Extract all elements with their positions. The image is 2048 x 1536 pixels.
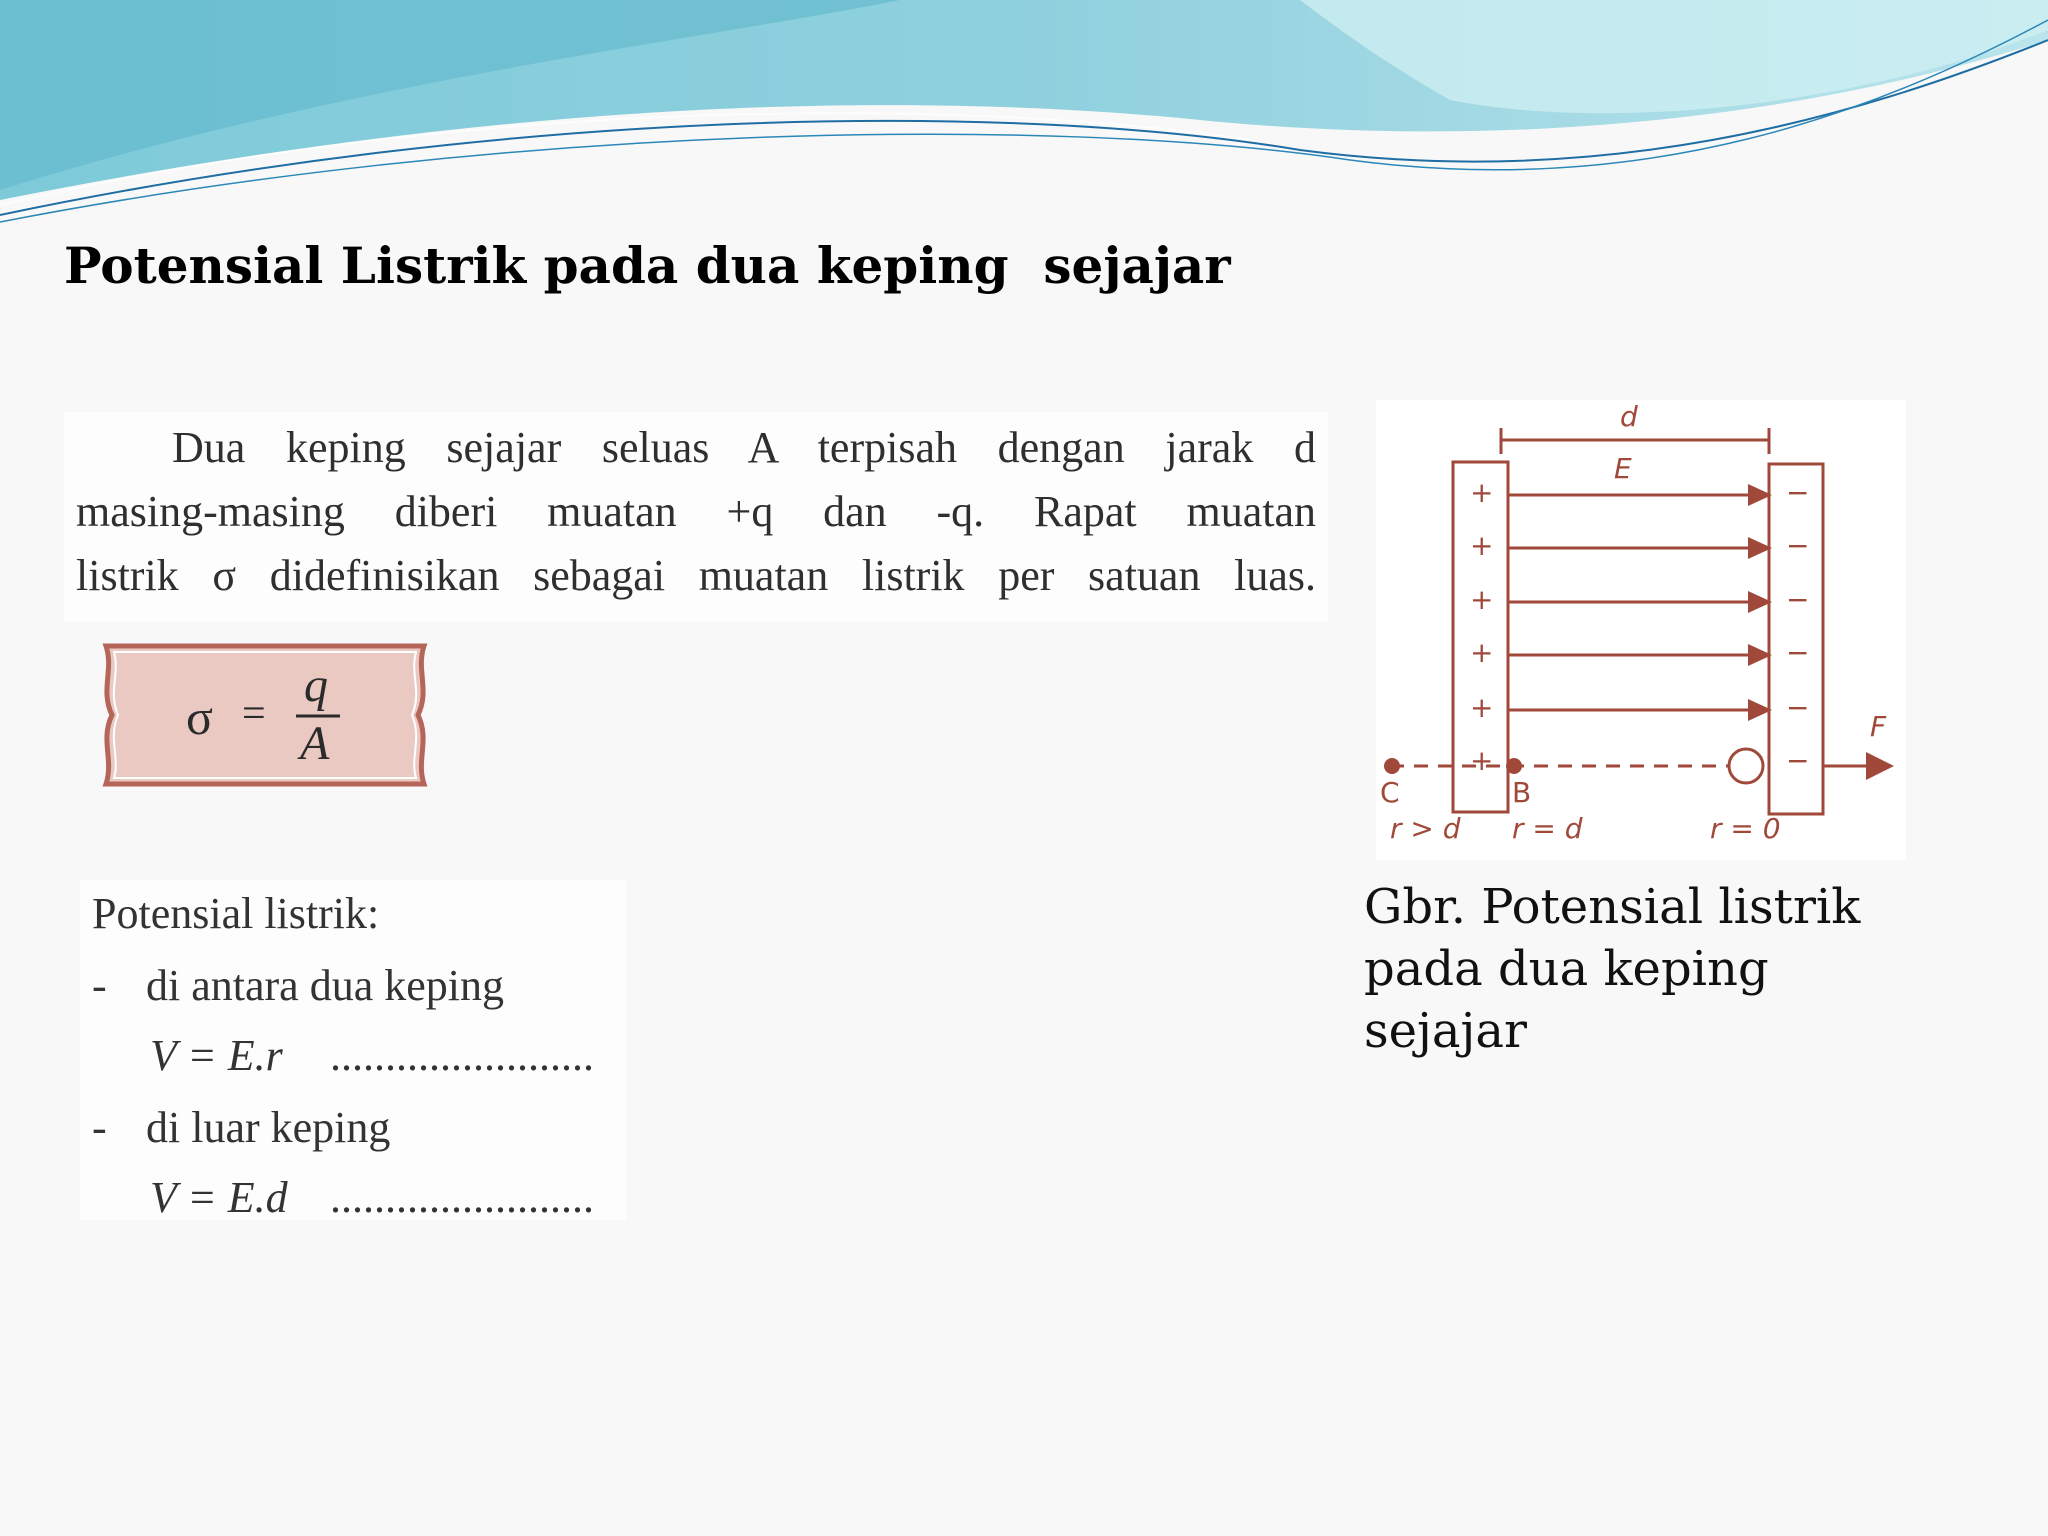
- diagram-drawing: [1376, 400, 1906, 860]
- minus-sign: −: [1786, 529, 1810, 562]
- minus-sign: −: [1786, 476, 1810, 509]
- paragraph-line: listrik σ didefinisikan sebagai muatan listrik per satuan luas.: [76, 551, 1316, 600]
- charge-density-formula: [100, 640, 430, 790]
- minus-sign: −: [1786, 583, 1810, 616]
- potential-list: [80, 880, 626, 1220]
- minus-sign: −: [1786, 691, 1810, 724]
- distance-label-plate: r = d: [1512, 812, 1583, 845]
- list-item-outside-plates: di luar keping: [146, 1103, 391, 1152]
- distance-label-outside: r > d: [1390, 812, 1461, 845]
- minus-sign: −: [1786, 744, 1810, 777]
- slide-title: Potensial Listrik pada dua keping sejajar: [64, 236, 1231, 295]
- list-bullet: -: [92, 1103, 107, 1152]
- formula-v-er: V = E.r: [150, 1031, 283, 1080]
- list-heading: Potensial listrik:: [92, 889, 380, 938]
- header-wave-decoration: [0, 0, 2048, 240]
- minus-sign: −: [1786, 636, 1810, 669]
- field-e-label: E: [1614, 452, 1632, 485]
- plus-sign: +: [1470, 476, 1494, 509]
- numerator-q: q: [304, 659, 328, 712]
- point-c-label: C: [1380, 776, 1400, 809]
- list-bullet: -: [92, 961, 107, 1010]
- plus-sign: +: [1470, 583, 1494, 616]
- distance-label-zero: r = 0: [1710, 812, 1781, 845]
- formula-v-ed: V = E.d: [150, 1173, 288, 1220]
- plus-sign: +: [1470, 636, 1494, 669]
- plus-sign: +: [1470, 744, 1494, 777]
- leader-dots: ........................: [330, 1173, 594, 1220]
- force-f-label: F: [1870, 710, 1887, 743]
- parallel-plate-diagram: [1376, 400, 1906, 860]
- point-b-label: B: [1512, 776, 1532, 809]
- dimension-d-label: d: [1620, 400, 1638, 433]
- equals-sign: =: [242, 691, 266, 737]
- denominator-a: A: [300, 717, 330, 770]
- leader-dots: ........................: [330, 1031, 594, 1080]
- plus-sign: +: [1470, 691, 1494, 724]
- plus-sign: +: [1470, 529, 1494, 562]
- definition-paragraph: [64, 412, 1328, 622]
- list-item-between-plates: di antara dua keping: [146, 961, 504, 1010]
- paragraph-line: masing-masing diberi muatan +q dan -q. Rapat muatan: [76, 487, 1316, 536]
- figure-caption: Gbr. Potensial listrik pada dua keping sejajar: [1364, 879, 1861, 1059]
- paragraph-line: Dua keping sejajar seluas A terpisah dengan jarak d: [172, 423, 1316, 472]
- sigma-symbol: σ: [186, 689, 213, 745]
